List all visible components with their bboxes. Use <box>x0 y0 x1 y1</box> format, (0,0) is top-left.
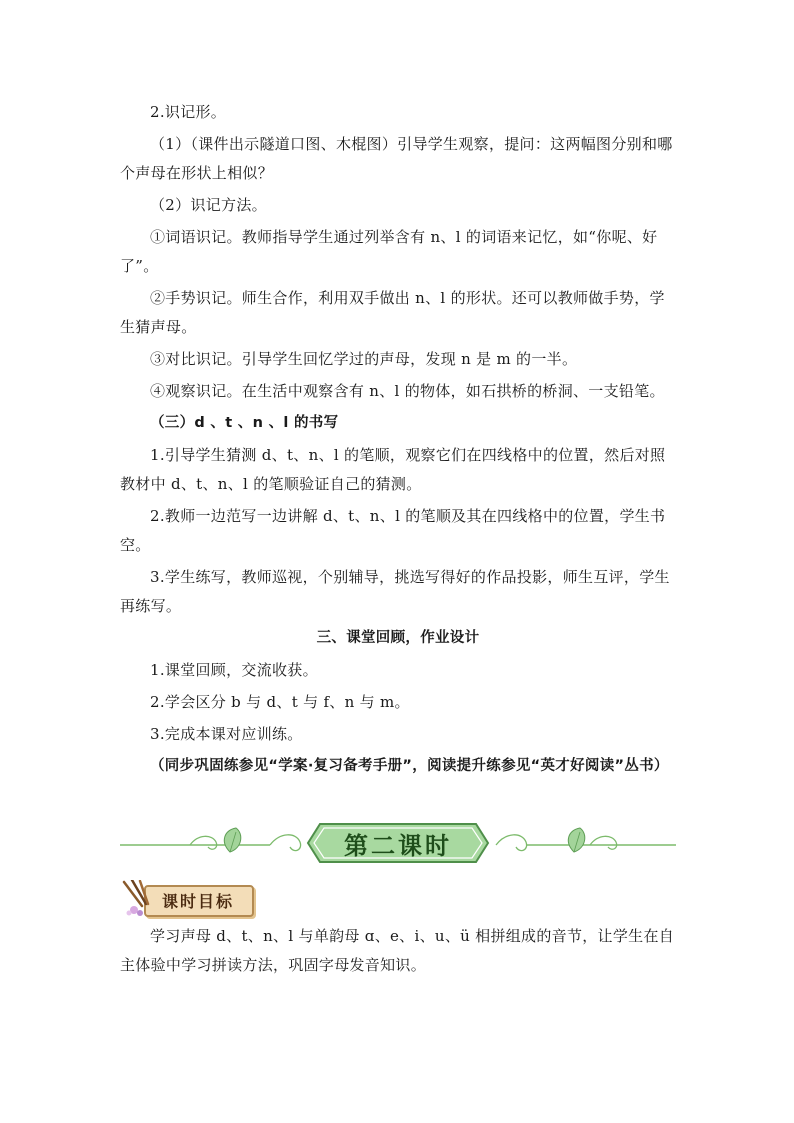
banner-title: 第二课时 <box>344 831 452 860</box>
paragraph: 3.完成本课对应训练。 <box>150 725 303 743</box>
lesson-goal <box>120 922 676 983</box>
paragraph: ②手势识记。师生合作，利用双手做出 n、l 的形状。还可以教师做手势，学生猜声母。 <box>120 289 665 336</box>
paragraph: 1.引导学生猜测 d、t、n、l 的笔顺，观察它们在四线格中的位置，然后对照教材中 d、t、n、l 的笔顺验证自己的猜测。 <box>120 446 666 493</box>
paragraph: ①词语识记。教师指导学生通过列举含有 n、l 的词语来记忆，如“你呢、好了”。 <box>120 228 658 275</box>
section-title: 三、课堂回顾，作业设计 <box>316 630 480 646</box>
paragraph: ③对比识记。引导学生回忆学过的声母，发现 n 是 m 的一半。 <box>150 350 578 368</box>
goals-badge <box>120 880 260 918</box>
lesson-body <box>120 98 676 781</box>
paragraph: 3.学生练写，教师巡视，个别辅导，挑选写得好的作品投影，师生互评，学生再练写。 <box>120 568 670 615</box>
paragraph: ④观察识记。在生活中观察含有 n、l 的物体，如石拱桥的桥洞、一支铅笔。 <box>150 382 665 400</box>
paragraph: （2）识记方法。 <box>150 196 267 214</box>
goal-paragraph: 学习声母 d、t、n、l 与单韵母 ɑ、e、i、u、ü 相拼组成的音节，让学生在自主体验中学习拼读方法，巩固字母发音知识。 <box>120 927 675 974</box>
paragraph: 1.课堂回顾，交流收获。 <box>150 661 318 679</box>
paragraph: 2.教师一边范写一边讲解 d、t、n、l 的笔顺及其在四线格中的位置，学生书空。 <box>120 507 666 554</box>
reference-note: （同步巩固练参见“学案·复习备考手册”，阅读提升练参见“英才好阅读”丛书） <box>150 758 669 774</box>
paragraph: 2.识记形。 <box>150 103 227 121</box>
paragraph: （1）（课件出示隧道口图、木棍图）引导学生观察，提问：这两幅图分别和哪个声母在形状上相似？ <box>120 135 673 182</box>
section-heading: （三）d 、t 、n 、l 的书写 <box>150 415 339 431</box>
badge-label: 课时目标 <box>161 891 234 911</box>
lesson-banner <box>120 820 676 866</box>
paragraph: 2.学会区分 b 与 d、t 与 f、n 与 m。 <box>150 693 410 711</box>
